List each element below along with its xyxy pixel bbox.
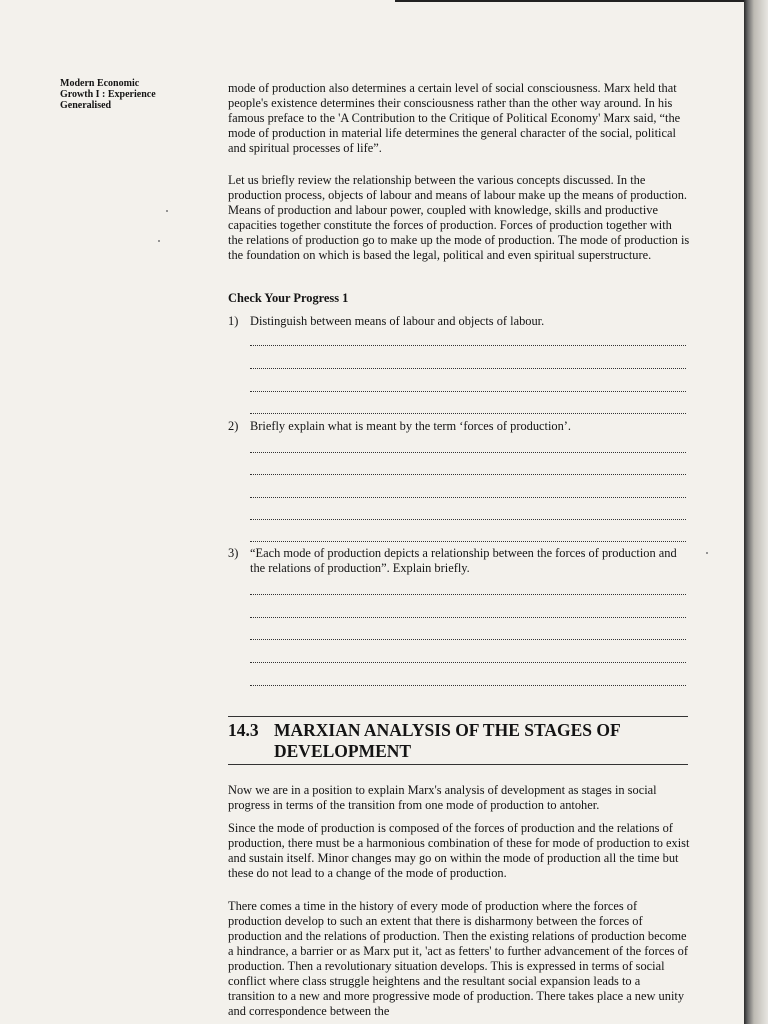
- answer-line[interactable]: [250, 368, 686, 369]
- question-text: Briefly explain what is meant by the term ‘forces of production’.: [250, 419, 572, 433]
- check-progress-title: Check Your Progress 1: [228, 291, 349, 305]
- answer-line[interactable]: [250, 391, 686, 392]
- paragraph-stages: Now we are in a position to explain Marx's analysis of development as stages in social progress in terms of the transition from one mode of production to antoher.: [228, 783, 657, 812]
- answer-line[interactable]: [250, 413, 686, 414]
- section-title-line: MARXIAN ANALYSIS OF THE STAGES OF: [274, 720, 621, 740]
- page-edge-shadow: [744, 0, 768, 1024]
- paragraph-consciousness: mode of production also determines a certain level of social consciousness. Marx held that people's existence determines their consciousness rather than the other way around. In his famous preface to the 'A Contribution to the Critique of Political Economy' Marx said, “the mode of production in material life determines the general character of the social, political and spiritual processes of life”.: [228, 81, 681, 155]
- scan-speck: [706, 552, 708, 554]
- answer-line[interactable]: [250, 474, 686, 475]
- scan-speck: [166, 210, 168, 212]
- margin-heading-line: Generalised: [60, 100, 112, 111]
- top-rule: [395, 0, 744, 2]
- question-number: 2): [228, 419, 239, 433]
- question-number: 1): [228, 314, 239, 328]
- margin-heading-line: Growth I : Experience: [60, 89, 156, 100]
- paragraph-harmony: Since the mode of production is composed of the forces of production and the relations of production, there must be a harmonious combination of these for mode of production to exist and sustain itself. Minor changes may go on within the mode of production all the time but these do not lead to a change of the mode of production.: [228, 821, 690, 880]
- section-title-line: DEVELOPMENT: [274, 741, 412, 761]
- paragraph-transition: There comes a time in the history of every mode of production where the forces of production develop to such an extent that there is disharmony between the forces of production and the relations of production. Then the existing relations of production become a hindrance, a barrier or as Marx put it, 'act as fetters' to further advancement of the forces of production. Then a revolutionary situation develops. This is expressed in terms of social conflict where class struggle heightens and the resultant social expansion leads to a transition to a new and more progressive mode of production. There takes place a new unity and correspondence between the: [228, 899, 688, 1018]
- section-rule-top: [228, 716, 688, 717]
- question-text: “Each mode of production depicts a relationship between the forces of production and the relations of production”. Explain briefly.: [250, 546, 677, 575]
- answer-line[interactable]: [250, 497, 686, 498]
- answer-line[interactable]: [250, 541, 686, 542]
- section-rule-bottom: [228, 764, 688, 765]
- answer-line[interactable]: [250, 685, 686, 686]
- answer-line[interactable]: [250, 519, 686, 520]
- section-number: 14.3: [228, 720, 259, 740]
- answer-line[interactable]: [250, 345, 686, 346]
- answer-line[interactable]: [250, 452, 686, 453]
- answer-line[interactable]: [250, 617, 686, 618]
- paragraph-review: Let us briefly review the relationship between the various concepts discussed. In the production process, objects of labour and means of labour make up the means of production. Means of production and labour power, coupled with knowledge, skills and productive capacities together constitute the forces of production. Forces of production together with the relations of production go to make up the mode of production. The mode of production is the foundation on which is based the legal, political and even spiritual superstructure.: [228, 173, 690, 262]
- margin-heading: [60, 78, 175, 111]
- question-text: Distinguish between means of labour and objects of labour.: [250, 314, 545, 328]
- answer-line[interactable]: [250, 594, 686, 595]
- answer-line[interactable]: [250, 662, 686, 663]
- margin-heading-line: Modern Economic: [60, 78, 140, 89]
- question-number: 3): [228, 546, 239, 560]
- scan-speck: [158, 240, 160, 242]
- answer-line[interactable]: [250, 639, 686, 640]
